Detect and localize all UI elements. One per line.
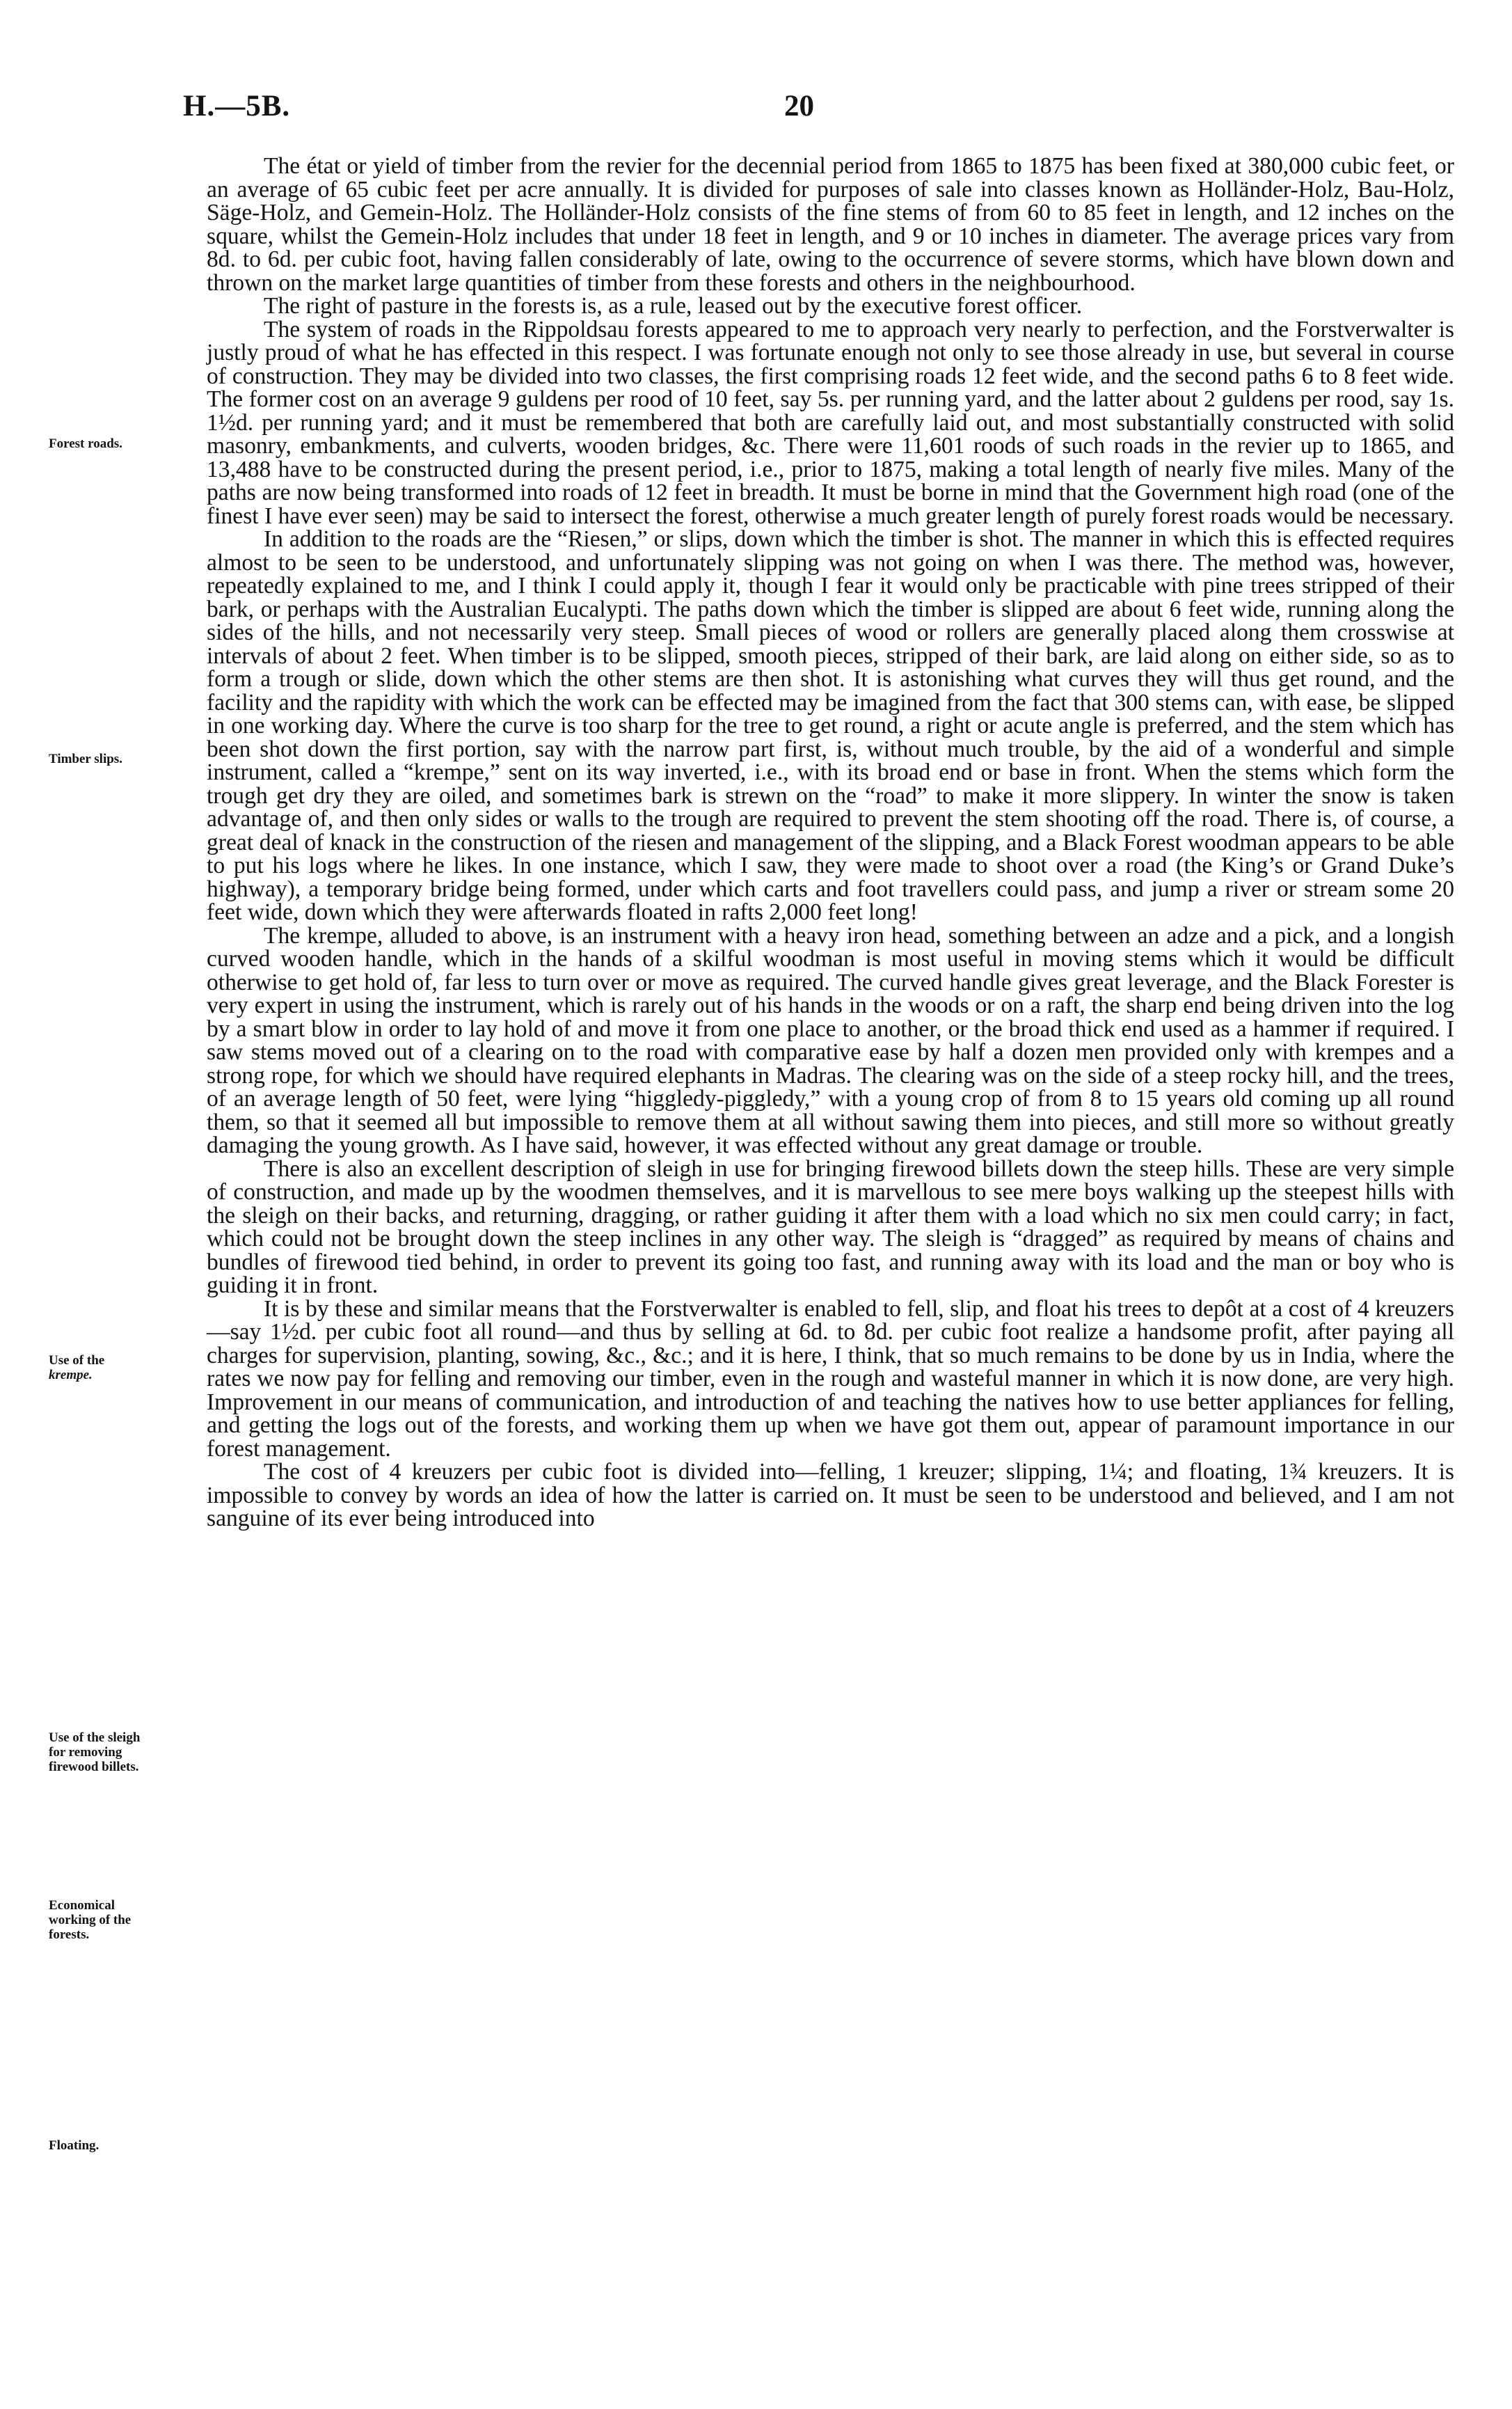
sidenote-line: working of the [49, 1913, 132, 1927]
sidenote-line: Economical [49, 1898, 115, 1913]
sidenote-floating: Floating. [49, 2138, 100, 2153]
sidenote-line: krempe. [49, 1368, 93, 1382]
sidenote-line: Use of the [49, 1353, 105, 1368]
sidenote-line: firewood billets. [49, 1760, 139, 1774]
paragraph-timber-slips: In addition to the roads are the “Riesen,” or slips, down which the timber is shot. The manner in which this is effected requires almost to be seen to be understood, and unfortunately slipping was not going on when I was there. The method was, however, repeatedly explained to me, and I think I could apply it, though I fear it would only be practicable with pine trees stripped of their bark, or perhaps with the Australian Eucalypti. The paths down which the timber is slipped are about 6 feet wide, running along the sides of the hills, and not necessarily very steep. Small pieces of wood or rollers are generally placed along them crosswise at intervals of about 2 feet. When timber is to be slipped, smooth pieces, stripped of their bark, are laid along on either side, so as to form a trough or slide, down which the other stems are then shot. It is astonishing what curves they will thus get round, and the facility and the rapidity with which the work can be effected may be imagined from the fact that 300 stems can, with ease, be slipped in one working day. Where the curve is too sharp for the tree to get round, a right or acute angle is preferred, and the stem which has been shot down the first portion, say with the narrow part first, is, without much trouble, by the aid of a wonderful and simple instrument, called a “krempe,” sent on its way inverted, i.e., with its broad end or base in front. When the stems which form the trough get dry they are oiled, and sometimes bark is strewn on the “road” to make it more slippery. In winter the snow is taken advantage of, and then only sides or walls to the trough are required to prevent the stem shooting off the road. There is, of course, a great deal of knack in the construction of the riesen and management of the slipping, and a Black Forest woodman appears to be able to put his logs where he likes. In one instance, which I saw, they were made to shoot over a road (the King’s or Grand Duke’s highway), a temporary bridge being formed, under which carts and foot travellers could pass, and jump a river or stream some 20 feet wide, down which they were afterwards floated in rafts 2,000 feet long! [207, 526, 1454, 925]
paragraph-forest-roads: The system of roads in the Rippoldsau forests appeared to me to approach very nearly to perfection, and the Forstverwalter is justly proud of what he has effected in this respect. I was fortunate enough not only to see those already in use, but several in course of construction. They may be divided into two classes, the first comprising roads 12 feet wide, and the second paths 6 to 8 feet wide. The former cost on an average 9 guldens per rood of 10 feet, say 5s. per running yard, and the latter about 2 guldens per rood, say 1s. 1½d. per running yard; and it must be remembered that both are carefully laid out, and most substantially constructed with solid masonry, embankments, and culverts, wooden bridges, &c. There were 11,601 roods of such roads in the revier up to 1865, and 13,488 have to be constructed during the present period, i.e., prior to 1875, making a total length of nearly five miles. Many of the paths are now being transformed into roads of 12 feet in breadth. It must be borne in mind that the Government high road (one of the finest I have ever seen) may be said to intersect the forest, otherwise a much greater length of purely forest roads would be necessary. [207, 316, 1454, 529]
sidenote-line: forests. [49, 1927, 90, 1942]
sidenote-use-of-krempe [49, 1353, 202, 1382]
paragraph-etat-yield: The état or yield of timber from the revier for the decennial period from 1865 to 1875 has been fixed at 380,000 cubic feet, or an average of 65 cubic feet per acre annually. It is divided for purposes of sale into classes known as Holländer-Holz, Bau-Holz, Säge-Holz, and Gemein-Holz. The Holländer-Holz consists of the fine stems of from 60 to 85 feet in length, and 12 inches on the square, whilst the Gemein-Holz includes that under 18 feet in length, and 9 or 10 inches in diameter. The average prices vary from 8d. to 6d. per cubic foot, having fallen considerably of late, owing to the occurrence of severe storms, which have blown down and thrown on the market large quantities of timber from these forests and others in the neighbourhood. [207, 153, 1454, 296]
paragraph-krempe: The krempe, alluded to above, is an instrument with a heavy iron head, something between an adze and a pick, and a longish curved wooden handle, which in the hands of a skilful woodman is most useful in moving stems which it would be difficult otherwise to get hold of, far less to turn over or move as required. The curved handle gives great leverage, and the Black Forester is very expert in using the instrument, which is rarely out of his hands in the woods or on a raft, the sharp end being driven into the log by a smart blow in order to lay hold of and move it from one place to another, or the broad thick end used as a hammer if required. I saw stems moved out of a clearing on to the road with comparative ease by half a dozen men provided only with krempes and a strong rope, for which we should have required elephants in Madras. The clearing was on the side of a steep rocky hill, and the trees, of an average length of 50 feet, were lying “higgledy-piggledy,” with a young crop of from 8 to 15 years old coming up all round them, so that it seemed all but impossible to remove them at all without sawing them into pieces, and still more so without greatly damaging the young growth. As I have said, however, it was effected without any great damage or trouble. [207, 922, 1454, 1158]
sidenote-forest-roads: Forest roads. [49, 436, 122, 451]
paragraph-pasture-rights: The right of pasture in the forests is, as a rule, leased out by the executive forest officer. [264, 293, 1083, 319]
paragraph-sleigh: There is also an excellent description of sleigh in use for bringing firewood billets down the steep hills. These are very simple of construction, and made up by the woodmen themselves, and it is marvellous to see mere boys walking up the steepest hills with the sleigh on their backs, and returning, dragging, or rather guiding it after them with a load which no six men could carry; in fact, which could not be brought down the steep inclines in any other way. The sleigh is “dragged” as required by means of chains and bundles of firewood tied behind, in order to prevent its going too fast, and running away with its load and the man or boy who is guiding it in front. [207, 1155, 1454, 1298]
paragraph-floating: The cost of 4 kreuzers per cubic foot is divided into—felling, 1 kreuzer; slipping, 1¼; and floating, 1¾ kreuzers. It is impossible to convey by words an idea of how the latter is carried on. It must be seen to be understood and believed, and I am not sanguine of its ever being introduced into [207, 1459, 1454, 1531]
report-reference: H.—5B. [183, 90, 291, 123]
sidenote-timber-slips: Timber slips. [49, 752, 122, 766]
page-number: 20 [784, 90, 814, 123]
sidenote-economical-working [49, 1898, 202, 1942]
sidenote-line: Use of the sleigh [49, 1730, 141, 1745]
sidenote-line: for removing [49, 1745, 122, 1760]
main-text-column [207, 155, 1454, 1531]
sidenote-sleigh [49, 1730, 202, 1774]
paragraph-economical-working: It is by these and similar means that the Forstverwalter is enabled to fell, slip, and float his trees to depôt at a cost of 4 kreuzers—say 1½d. per cubic foot all round—and thus by selling at 6d. to 8d. per cubic foot realize a handsome profit, after paying all charges for supervision, planting, sowing, &c., &c.; and it is here, I think, that so much remains to be done by us in India, where the rates we now pay for felling and removing our timber, even in the rough and wasteful manner in which it is now done, are very high. Improvement in our means of communication, and introduction of and teaching the natives how to use better appliances for felling, and getting the logs out of the forests, and working them up when we have got them out, appear of paramount importance in our forest management. [207, 1295, 1454, 1462]
